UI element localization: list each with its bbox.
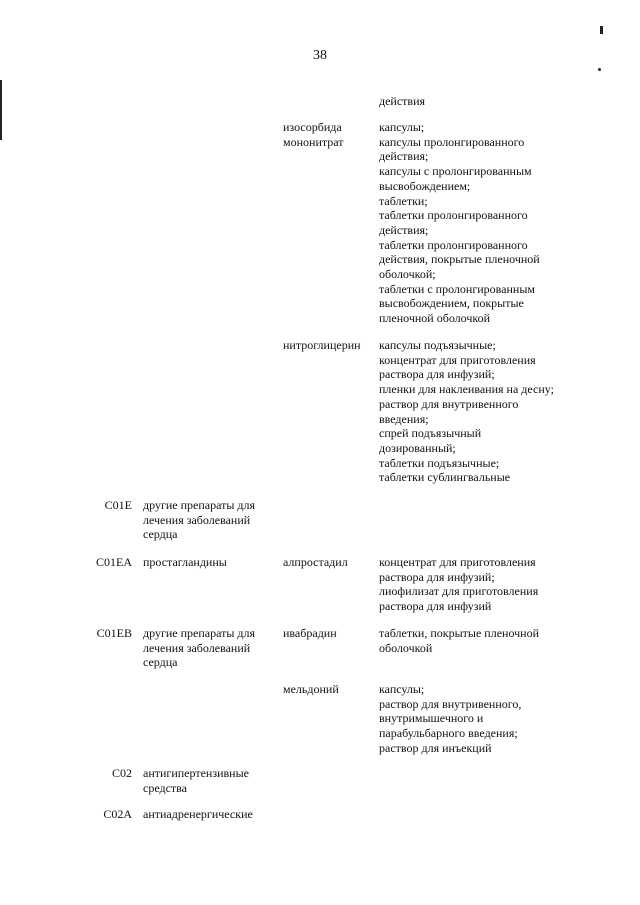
dosage-forms xyxy=(379,555,579,614)
atc-group xyxy=(143,626,273,670)
form-line: действия; xyxy=(379,149,429,164)
form-line: капсулы подъязычные; xyxy=(379,338,496,352)
right-corner-mark xyxy=(600,26,603,34)
drug-line: мононитрат xyxy=(283,134,344,149)
form-line: раствор для внутривенного xyxy=(379,396,519,411)
form-line: действия, покрытые пленочной xyxy=(379,252,540,267)
form-line: капсулы с пролонгированным xyxy=(379,164,532,179)
form-line: концентрат для приготовления xyxy=(379,555,536,569)
drug-name xyxy=(283,555,375,570)
form-line: высвобождением, покрытые xyxy=(379,296,524,311)
group-line: простагландины xyxy=(143,555,227,569)
form-line: пленочной оболочкой xyxy=(379,311,491,326)
atc-group xyxy=(143,766,273,795)
dosage-forms xyxy=(379,682,579,756)
group-line: сердца xyxy=(143,655,178,670)
group-line: антигипертензивные xyxy=(143,766,249,780)
atc-code: C01EB xyxy=(96,626,132,640)
form-line: капсулы пролонгированного xyxy=(379,134,525,149)
form-line: раствора для инфузий; xyxy=(379,367,495,382)
form-line: высвобождением; xyxy=(379,178,471,193)
left-margin-mark xyxy=(0,80,2,140)
atc-group xyxy=(143,807,273,822)
group-line: другие препараты для xyxy=(143,626,256,640)
form-line: лиофилизат для приготовления xyxy=(379,584,539,599)
form-line: капсулы; xyxy=(379,120,425,134)
drug-name xyxy=(283,120,375,149)
form-line: введения; xyxy=(379,411,429,426)
form-line: таблетки сублингвальные xyxy=(379,470,511,485)
page-number: 38 xyxy=(313,48,327,63)
drug-line: ивабрадин xyxy=(283,626,337,640)
form-line: внутримышечного и xyxy=(379,711,484,726)
form-line: парабульбарного введения; xyxy=(379,726,518,741)
form-line: таблетки подъязычные; xyxy=(379,455,500,470)
form-line: раствор для инъекций xyxy=(379,740,492,755)
form-line: оболочкой; xyxy=(379,267,436,282)
form-line: пленки для наклеивания на десну; xyxy=(379,382,554,397)
drug-name xyxy=(283,682,375,697)
atc-group xyxy=(143,555,273,570)
atc-group xyxy=(143,498,273,542)
form-line: таблетки; xyxy=(379,193,428,208)
form-line: действия; xyxy=(379,222,429,237)
dosage-forms xyxy=(379,338,579,485)
form-line: раствор для внутривенного, xyxy=(379,696,522,711)
form-line: оболочкой xyxy=(379,640,433,655)
drug-line: изосорбида xyxy=(283,120,342,134)
drug-line: мельдоний xyxy=(283,682,339,696)
atc-code: C02A xyxy=(103,807,132,821)
form-line: дозированный; xyxy=(379,440,456,455)
form-line: капсулы; xyxy=(379,682,425,696)
group-line: другие препараты для xyxy=(143,498,256,512)
group-line: средства xyxy=(143,780,188,795)
group-line: сердца xyxy=(143,527,178,542)
drug-name xyxy=(283,626,375,641)
form-line: раствора для инфузий; xyxy=(379,569,495,584)
drug-line: нитроглицерин xyxy=(283,338,361,352)
dosage-forms xyxy=(379,94,579,109)
form-line: таблетки с пролонгированным xyxy=(379,281,536,296)
atc-code: C02 xyxy=(111,766,132,780)
dosage-forms xyxy=(379,626,579,655)
group-line: лечения заболеваний xyxy=(143,640,251,655)
drug-line: алпростадил xyxy=(283,555,348,569)
form-line: таблетки пролонгированного xyxy=(379,237,528,252)
atc-code: C01EA xyxy=(96,555,132,569)
form-line: таблетки пролонгированного xyxy=(379,208,528,223)
drug-name xyxy=(283,338,375,353)
form-line: таблетки, покрытые пленочной xyxy=(379,626,540,640)
group-line: антиадренергические xyxy=(143,807,253,821)
atc-code: C01E xyxy=(104,498,132,512)
group-line: лечения заболеваний xyxy=(143,512,251,527)
form-line: раствора для инфузий xyxy=(379,599,492,614)
form-line: спрей подъязычный xyxy=(379,426,482,441)
dosage-forms xyxy=(379,120,579,326)
right-corner-dot xyxy=(598,68,601,71)
form-line: действия xyxy=(379,94,426,108)
form-line: концентрат для приготовления xyxy=(379,352,536,367)
